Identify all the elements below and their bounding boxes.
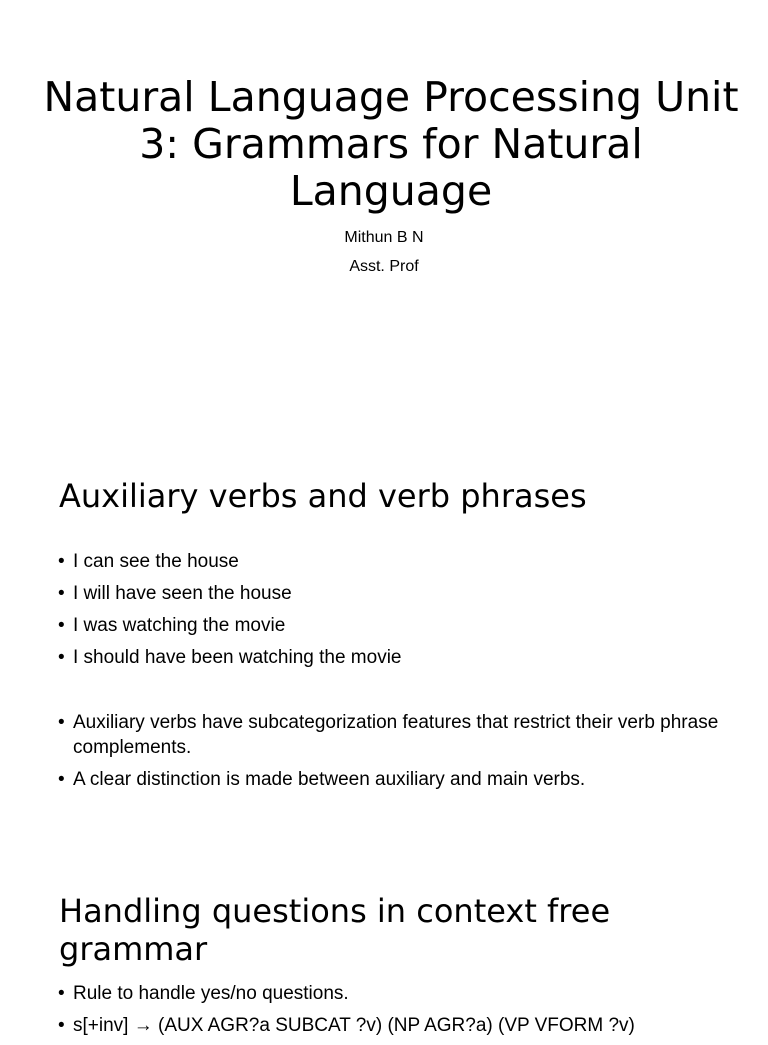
bullet-icon: • [58, 551, 65, 572]
list-item [58, 767, 728, 792]
bullet-icon: • [58, 712, 65, 733]
bullet-icon: • [58, 647, 65, 668]
list-item [58, 1013, 728, 1038]
bullet-icon: • [58, 1015, 65, 1036]
example-list [58, 549, 728, 677]
bullet-icon: • [58, 583, 65, 604]
questions-slide [0, 864, 768, 1036]
list-item-text: I can see the house [73, 551, 239, 572]
author-role: Asst. Prof [349, 258, 419, 275]
list-item-text: I should have been watching the movie [73, 647, 402, 668]
list-item [58, 613, 728, 638]
list-item [58, 710, 728, 760]
slide-heading: Auxiliary verbs and verb phrases [59, 477, 587, 515]
list-item [58, 981, 728, 1006]
list-item-text: I will have seen the house [73, 583, 292, 604]
title-slide [0, 0, 768, 432]
notes-list [58, 710, 728, 799]
list-item [58, 645, 728, 670]
slide-heading: Handling questions in context free grammar [59, 892, 611, 968]
list-item-text: Rule to handle yes/no questions. [73, 983, 349, 1004]
auxiliary-verbs-slide [0, 432, 768, 864]
list-item [58, 581, 728, 606]
list-item-text: Auxiliary verbs have subcategorization features that restrict their verb phrase complements. [73, 712, 719, 758]
list-item-text: A clear distinction is made between auxiliary and main verbs. [73, 769, 586, 790]
list-item-text: I was watching the movie [73, 615, 286, 636]
list-item-text: s[+inv] → (AUX AGR?a SUBCAT ?v) (NP AGR?a) (VP VFORM ?v) [73, 1015, 635, 1036]
bullet-icon: • [58, 983, 65, 1004]
bullet-icon: • [58, 615, 65, 636]
bullet-icon: • [58, 769, 65, 790]
author-name: Mithun B N [344, 229, 424, 246]
list-item [58, 549, 728, 574]
question-rules-list [58, 981, 728, 1045]
presentation-title: Natural Language Processing Unit 3: Grammars for Natural Language [43, 73, 739, 215]
